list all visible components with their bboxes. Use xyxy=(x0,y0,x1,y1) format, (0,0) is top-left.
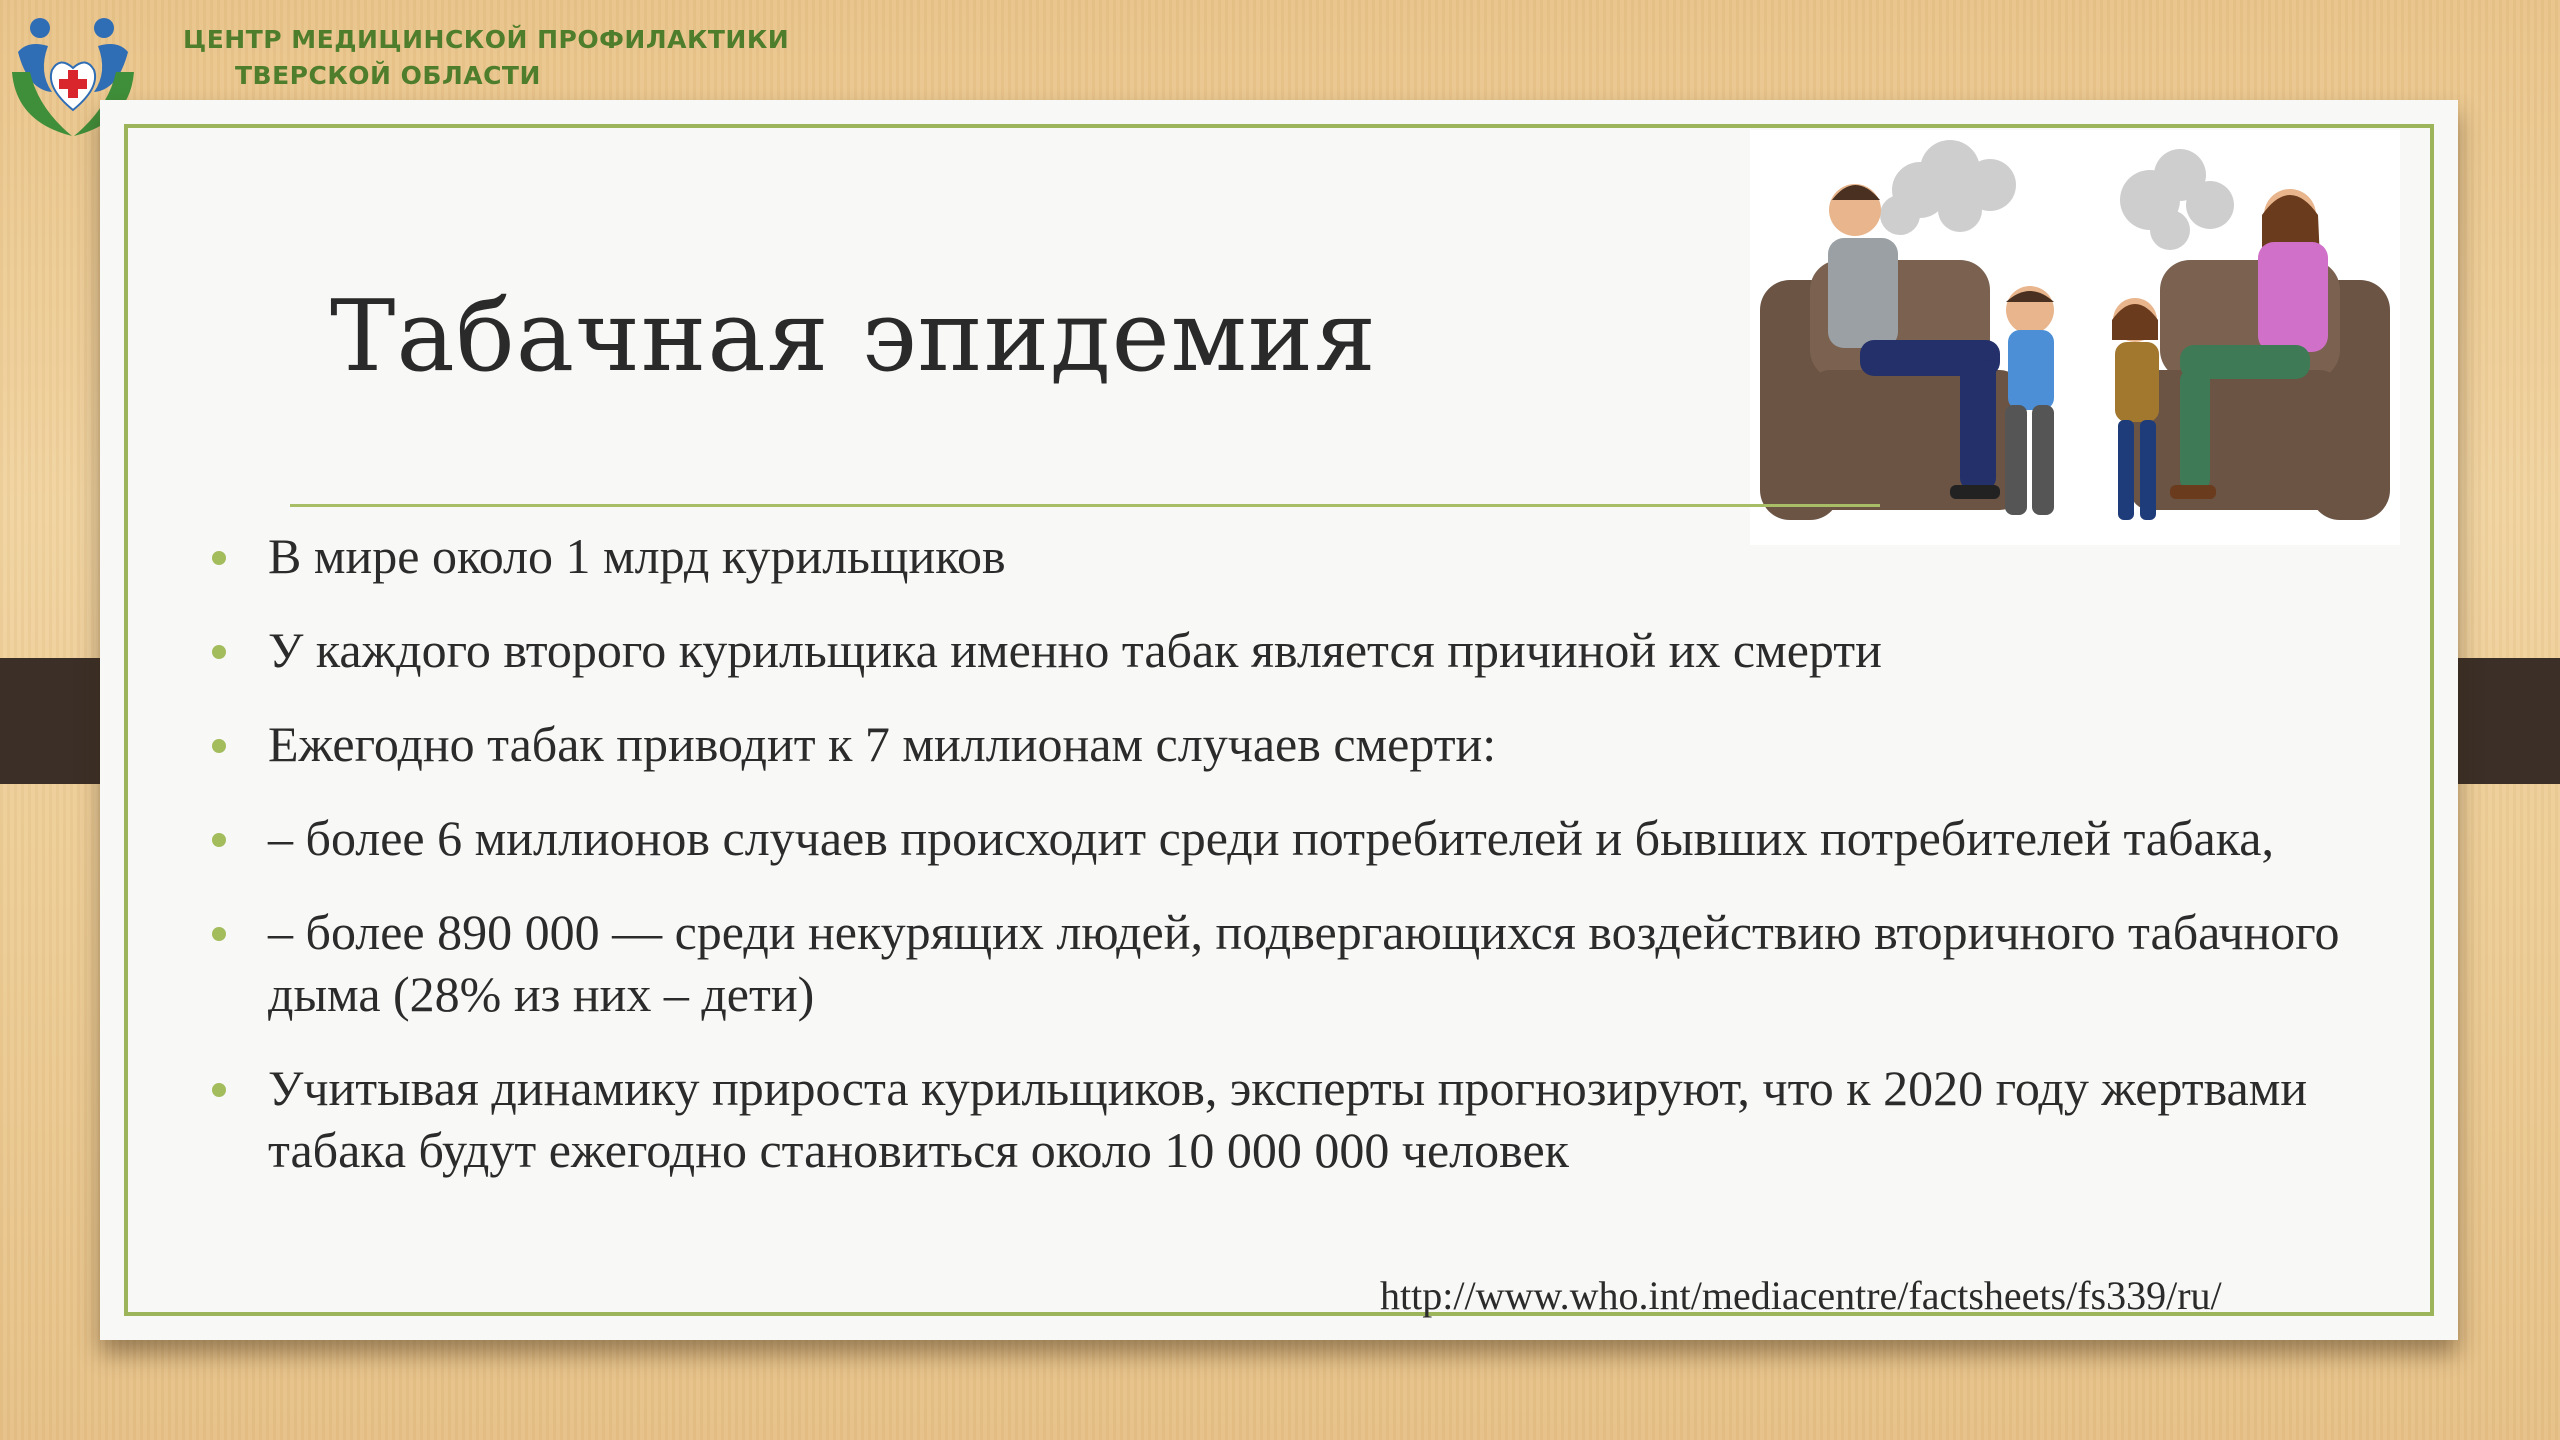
slide-card xyxy=(100,100,2458,1340)
bullet-text: У каждого второго курильщика именно табак является причиной их смерти xyxy=(268,622,1882,678)
bullet-text: – более 6 миллионов случаев происходит среди потребителей и бывших потребителей табака, xyxy=(268,810,2274,866)
slide-title: Табачная эпидемия xyxy=(330,280,1377,394)
bullet-dot-icon xyxy=(212,1083,226,1097)
list-item xyxy=(190,713,2420,775)
bullet-dot-icon xyxy=(212,739,226,753)
bullet-text: Учитывая динамику прироста курильщиков, эксперты прогнозируют, что к 2020 году жертвами табака будут ежегодно становиться около 10 000 000 человек xyxy=(268,1060,2308,1178)
bullet-dot-icon xyxy=(212,833,226,847)
org-name xyxy=(183,22,789,94)
org-name-line2: ТВЕРСКОЙ ОБЛАСТИ xyxy=(235,61,541,90)
bullet-dot-icon xyxy=(212,927,226,941)
list-item xyxy=(190,619,2420,681)
bullet-dot-icon xyxy=(212,551,226,565)
title-divider xyxy=(290,504,1880,507)
org-name-line1: ЦЕНТР МЕДИЦИНСКОЙ ПРОФИЛАКТИКИ xyxy=(183,25,790,54)
list-item xyxy=(190,901,2420,1025)
family-smoking-illustration-icon xyxy=(1750,130,2400,545)
bullet-text: Ежегодно табак приводит к 7 миллионам случаев смерти: xyxy=(268,716,1497,772)
bullet-text: В мире около 1 млрд курильщиков xyxy=(268,528,1006,584)
bullet-text: – более 890 000 — среди некурящих людей, подвергающихся воздействию вторичного табачного дыма (28% из них – дети) xyxy=(268,904,2340,1022)
list-item xyxy=(190,807,2420,869)
list-item xyxy=(190,525,2420,587)
bullet-dot-icon xyxy=(212,645,226,659)
bullet-list xyxy=(190,525,2420,1181)
source-link[interactable]: http://www.who.int/mediacentre/factsheets/fs339/ru/ xyxy=(1380,1273,2222,1318)
list-item xyxy=(190,1057,2420,1181)
